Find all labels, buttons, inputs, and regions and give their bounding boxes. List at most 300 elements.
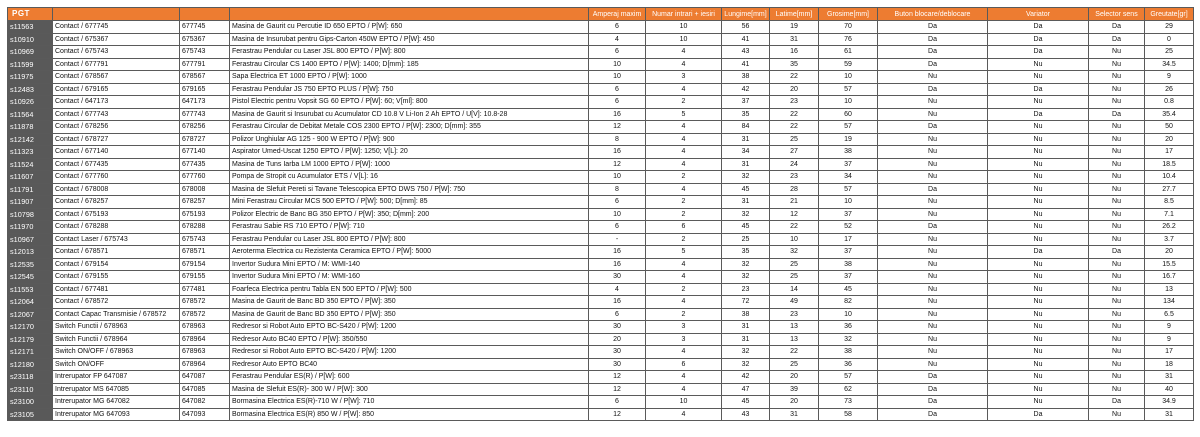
intrari-iesiri-cell: 3 bbox=[646, 71, 722, 84]
code-cell: s11524 bbox=[8, 158, 53, 171]
header-empty-cell bbox=[230, 8, 589, 21]
table-row bbox=[8, 133, 1194, 146]
part-name-cell: Switch Functii / 678963 bbox=[53, 321, 180, 334]
lungime-cell: 72 bbox=[722, 296, 770, 309]
lungime-cell: 31 bbox=[722, 133, 770, 146]
part-name-cell: Contact / 677743 bbox=[53, 108, 180, 121]
variator-cell: Nu bbox=[988, 146, 1089, 159]
variator-cell: Nu bbox=[988, 196, 1089, 209]
lungime-cell: 31 bbox=[722, 321, 770, 334]
part-name-cell: Intrerupator MG 647093 bbox=[53, 408, 180, 421]
greutate-cell: 0 bbox=[1145, 33, 1194, 46]
lungime-cell: 35 bbox=[722, 246, 770, 259]
selector-sens-cell: Nu bbox=[1089, 96, 1145, 109]
part-name-cell: Contact / 678567 bbox=[53, 71, 180, 84]
variator-cell: Nu bbox=[988, 396, 1089, 409]
amperaj-cell: 4 bbox=[589, 33, 646, 46]
code-cell: s11791 bbox=[8, 183, 53, 196]
lungime-cell: 43 bbox=[722, 46, 770, 59]
product-description-cell: Sapa Electrica ET 1000 EPTO / P[W]: 1000 bbox=[230, 71, 589, 84]
selector-sens-cell: Da bbox=[1089, 33, 1145, 46]
table-row bbox=[8, 383, 1194, 396]
grosime-cell: 57 bbox=[819, 83, 878, 96]
product-description-cell: Mini Ferastrau Circular MCS 500 EPTO / P[W]: 500; D[mm]: 85 bbox=[230, 196, 589, 209]
product-code-cell: 679165 bbox=[180, 83, 230, 96]
buton-blocare-cell: Da bbox=[878, 83, 988, 96]
product-description-cell: Bormasina Electrica ES(R) 850 W / P[W]: 850 bbox=[230, 408, 589, 421]
intrari-iesiri-cell: 4 bbox=[646, 371, 722, 384]
grosime-cell: 57 bbox=[819, 183, 878, 196]
product-description-cell: Invertor Sudura Mini EPTO / M: WMI-140 bbox=[230, 258, 589, 271]
latime-cell: 39 bbox=[770, 383, 819, 396]
code-cell: s12535 bbox=[8, 258, 53, 271]
table-row bbox=[8, 233, 1194, 246]
header-numar-intrari-iesiri: Numar intrari + iesiri bbox=[646, 8, 722, 21]
product-code-cell: 678572 bbox=[180, 296, 230, 309]
greutate-cell: 25 bbox=[1145, 46, 1194, 59]
table-row bbox=[8, 408, 1194, 421]
product-description-cell: Ferastrau Circular de Debitat Metale COS 2300 EPTO / P[W]: 2300; D[mm]: 355 bbox=[230, 121, 589, 134]
code-cell: s12142 bbox=[8, 133, 53, 146]
variator-cell: Nu bbox=[988, 258, 1089, 271]
greutate-cell: 34.5 bbox=[1145, 58, 1194, 71]
code-cell: s12171 bbox=[8, 346, 53, 359]
part-name-cell: Intrerupator FP 647087 bbox=[53, 371, 180, 384]
selector-sens-cell: Nu bbox=[1089, 346, 1145, 359]
lungime-cell: 56 bbox=[722, 21, 770, 34]
grosime-cell: 36 bbox=[819, 321, 878, 334]
variator-cell: Nu bbox=[988, 58, 1089, 71]
code-cell: s11607 bbox=[8, 171, 53, 184]
header-selector-sens: Selector sens bbox=[1089, 8, 1145, 21]
greutate-cell: 3.7 bbox=[1145, 233, 1194, 246]
selector-sens-cell: Da bbox=[1089, 21, 1145, 34]
part-name-cell: Contact / 678288 bbox=[53, 221, 180, 234]
part-name-cell: Intrerupator MS 647085 bbox=[53, 383, 180, 396]
lungime-cell: 31 bbox=[722, 333, 770, 346]
buton-blocare-cell: Da bbox=[878, 383, 988, 396]
variator-cell: Nu bbox=[988, 171, 1089, 184]
latime-cell: 20 bbox=[770, 83, 819, 96]
table-row bbox=[8, 308, 1194, 321]
buton-blocare-cell: Nu bbox=[878, 308, 988, 321]
product-description-cell: Masina de Tuns Iarba LM 1000 EPTO / P[W]: 1000 bbox=[230, 158, 589, 171]
lungime-cell: 41 bbox=[722, 58, 770, 71]
intrari-iesiri-cell: 4 bbox=[646, 58, 722, 71]
table-row bbox=[8, 221, 1194, 234]
grosime-cell: 38 bbox=[819, 346, 878, 359]
header-latime: Latime[mm] bbox=[770, 8, 819, 21]
product-description-cell: Masina de Gaurit de Banc BD 350 EPTO / P[W]: 350 bbox=[230, 308, 589, 321]
product-code-cell: 647093 bbox=[180, 408, 230, 421]
selector-sens-cell: Nu bbox=[1089, 221, 1145, 234]
products-table bbox=[7, 7, 1194, 421]
grosime-cell: 34 bbox=[819, 171, 878, 184]
part-name-cell: Contact Laser / 675743 bbox=[53, 233, 180, 246]
buton-blocare-cell: Da bbox=[878, 371, 988, 384]
lungime-cell: 25 bbox=[722, 233, 770, 246]
amperaj-cell: 8 bbox=[589, 133, 646, 146]
buton-blocare-cell: Da bbox=[878, 396, 988, 409]
buton-blocare-cell: Da bbox=[878, 408, 988, 421]
selector-sens-cell: Nu bbox=[1089, 233, 1145, 246]
code-cell: s11970 bbox=[8, 221, 53, 234]
product-code-cell: 647173 bbox=[180, 96, 230, 109]
table-row bbox=[8, 146, 1194, 159]
grosime-cell: 19 bbox=[819, 133, 878, 146]
intrari-iesiri-cell: 10 bbox=[646, 21, 722, 34]
part-name-cell: Contact / 677791 bbox=[53, 58, 180, 71]
buton-blocare-cell: Da bbox=[878, 46, 988, 59]
greutate-cell: 18 bbox=[1145, 358, 1194, 371]
variator-cell: Nu bbox=[988, 371, 1089, 384]
buton-blocare-cell: Nu bbox=[878, 346, 988, 359]
product-code-cell: 678964 bbox=[180, 358, 230, 371]
greutate-cell: 40 bbox=[1145, 383, 1194, 396]
header-empty-cell bbox=[180, 8, 230, 21]
table-row bbox=[8, 296, 1194, 309]
table-row bbox=[8, 358, 1194, 371]
amperaj-cell: 6 bbox=[589, 396, 646, 409]
table-row bbox=[8, 83, 1194, 96]
product-description-cell: Redresor Auto BC40 EPTO / P[W]: 350/550 bbox=[230, 333, 589, 346]
header-greutate: Greutate[gr] bbox=[1145, 8, 1194, 21]
selector-sens-cell: Nu bbox=[1089, 171, 1145, 184]
intrari-iesiri-cell: 4 bbox=[646, 271, 722, 284]
table-row bbox=[8, 171, 1194, 184]
selector-sens-cell: Nu bbox=[1089, 58, 1145, 71]
latime-cell: 13 bbox=[770, 321, 819, 334]
grosime-cell: 38 bbox=[819, 146, 878, 159]
product-code-cell: 647087 bbox=[180, 371, 230, 384]
lungime-cell: 38 bbox=[722, 308, 770, 321]
product-description-cell: Masina de Insurubat pentru Gips-Carton 450W EPTO / P[W]: 450 bbox=[230, 33, 589, 46]
amperaj-cell: 16 bbox=[589, 108, 646, 121]
lungime-cell: 47 bbox=[722, 383, 770, 396]
part-name-cell: Contact / 679165 bbox=[53, 83, 180, 96]
code-cell: s10910 bbox=[8, 33, 53, 46]
selector-sens-cell: Nu bbox=[1089, 296, 1145, 309]
product-description-cell: Foarfeca Electrica pentru Tabla EN 500 EPTO / P[W]: 500 bbox=[230, 283, 589, 296]
variator-cell: Nu bbox=[988, 158, 1089, 171]
variator-cell: Nu bbox=[988, 346, 1089, 359]
variator-cell: Nu bbox=[988, 221, 1089, 234]
grosime-cell: 60 bbox=[819, 108, 878, 121]
grosime-cell: 10 bbox=[819, 71, 878, 84]
buton-blocare-cell: Nu bbox=[878, 108, 988, 121]
grosime-cell: 37 bbox=[819, 208, 878, 221]
variator-cell: Nu bbox=[988, 383, 1089, 396]
variator-cell: Nu bbox=[988, 121, 1089, 134]
buton-blocare-cell: Da bbox=[878, 183, 988, 196]
amperaj-cell: 12 bbox=[589, 158, 646, 171]
part-name-cell: Contact / 678008 bbox=[53, 183, 180, 196]
latime-cell: 13 bbox=[770, 333, 819, 346]
header-amperaj-maxim: Amperaj maxim bbox=[589, 8, 646, 21]
amperaj-cell: 12 bbox=[589, 383, 646, 396]
part-name-cell: Contact / 678727 bbox=[53, 133, 180, 146]
variator-cell: Da bbox=[988, 83, 1089, 96]
part-name-cell: Contact / 677745 bbox=[53, 21, 180, 34]
product-description-cell: Pompa de Stropit cu Acumulator ETS / V[L]: 16 bbox=[230, 171, 589, 184]
buton-blocare-cell: Da bbox=[878, 21, 988, 34]
product-description-cell: Polizor Electric de Banc BG 350 EPTO / P[W]: 350; D[mm]: 200 bbox=[230, 208, 589, 221]
latime-cell: 27 bbox=[770, 146, 819, 159]
buton-blocare-cell: Nu bbox=[878, 196, 988, 209]
amperaj-cell: 4 bbox=[589, 283, 646, 296]
greutate-cell: 7.1 bbox=[1145, 208, 1194, 221]
latime-cell: 22 bbox=[770, 108, 819, 121]
amperaj-cell: 6 bbox=[589, 96, 646, 109]
latime-cell: 20 bbox=[770, 396, 819, 409]
lungime-cell: 31 bbox=[722, 158, 770, 171]
lungime-cell: 32 bbox=[722, 208, 770, 221]
intrari-iesiri-cell: 2 bbox=[646, 196, 722, 209]
selector-sens-cell: Nu bbox=[1089, 271, 1145, 284]
variator-cell: Nu bbox=[988, 233, 1089, 246]
buton-blocare-cell: Nu bbox=[878, 358, 988, 371]
amperaj-cell: 30 bbox=[589, 271, 646, 284]
amperaj-cell: 10 bbox=[589, 171, 646, 184]
table-row bbox=[8, 71, 1194, 84]
latime-cell: 32 bbox=[770, 246, 819, 259]
intrari-iesiri-cell: 3 bbox=[646, 321, 722, 334]
greutate-cell: 50 bbox=[1145, 121, 1194, 134]
grosime-cell: 52 bbox=[819, 221, 878, 234]
code-cell: s23100 bbox=[8, 396, 53, 409]
grosime-cell: 61 bbox=[819, 46, 878, 59]
product-description-cell: Ferastrau Pendular cu Laser JSL 800 EPTO / P[W]: 800 bbox=[230, 233, 589, 246]
table-row bbox=[8, 196, 1194, 209]
intrari-iesiri-cell: 2 bbox=[646, 233, 722, 246]
amperaj-cell: 6 bbox=[589, 308, 646, 321]
product-code-cell: 679155 bbox=[180, 271, 230, 284]
code-cell: s23118 bbox=[8, 371, 53, 384]
latime-cell: 28 bbox=[770, 183, 819, 196]
greutate-cell: 17 bbox=[1145, 346, 1194, 359]
product-code-cell: 675743 bbox=[180, 46, 230, 59]
code-cell: s12545 bbox=[8, 271, 53, 284]
selector-sens-cell: Nu bbox=[1089, 83, 1145, 96]
intrari-iesiri-cell: 3 bbox=[646, 333, 722, 346]
grosime-cell: 36 bbox=[819, 358, 878, 371]
part-name-cell: Contact / 675743 bbox=[53, 46, 180, 59]
part-name-cell: Switch ON/OFF / 678963 bbox=[53, 346, 180, 359]
lungime-cell: 32 bbox=[722, 358, 770, 371]
grosime-cell: 57 bbox=[819, 371, 878, 384]
variator-cell: Da bbox=[988, 21, 1089, 34]
part-name-cell: Contact / 678572 bbox=[53, 296, 180, 309]
greutate-cell: 27.7 bbox=[1145, 183, 1194, 196]
product-description-cell: Invertor Sudura Mini EPTO / M: WMI-160 bbox=[230, 271, 589, 284]
product-code-cell: 678567 bbox=[180, 71, 230, 84]
selector-sens-cell: Nu bbox=[1089, 333, 1145, 346]
part-name-cell: Contact / 677760 bbox=[53, 171, 180, 184]
code-cell: s12179 bbox=[8, 333, 53, 346]
latime-cell: 10 bbox=[770, 233, 819, 246]
grosime-cell: 37 bbox=[819, 158, 878, 171]
selector-sens-cell: Nu bbox=[1089, 183, 1145, 196]
products-sheet bbox=[7, 7, 1194, 421]
amperaj-cell: 30 bbox=[589, 358, 646, 371]
lungime-cell: 41 bbox=[722, 33, 770, 46]
buton-blocare-cell: Nu bbox=[878, 283, 988, 296]
lungime-cell: 45 bbox=[722, 396, 770, 409]
buton-blocare-cell: Nu bbox=[878, 158, 988, 171]
product-description-cell: Pistol Electric pentru Vopsit SG 60 EPTO / P[W]: 60; V[ml]: 800 bbox=[230, 96, 589, 109]
variator-cell: Da bbox=[988, 46, 1089, 59]
intrari-iesiri-cell: 6 bbox=[646, 358, 722, 371]
greutate-cell: 134 bbox=[1145, 296, 1194, 309]
amperaj-cell: 6 bbox=[589, 21, 646, 34]
intrari-iesiri-cell: 2 bbox=[646, 96, 722, 109]
greutate-cell: 13 bbox=[1145, 283, 1194, 296]
code-cell: s11564 bbox=[8, 108, 53, 121]
table-row bbox=[8, 158, 1194, 171]
greutate-cell: 9 bbox=[1145, 321, 1194, 334]
variator-cell: Nu bbox=[988, 358, 1089, 371]
greutate-cell: 31 bbox=[1145, 408, 1194, 421]
intrari-iesiri-cell: 4 bbox=[646, 296, 722, 309]
latime-cell: 22 bbox=[770, 346, 819, 359]
product-code-cell: 677481 bbox=[180, 283, 230, 296]
grosime-cell: 38 bbox=[819, 258, 878, 271]
product-code-cell: 678008 bbox=[180, 183, 230, 196]
code-cell: s11878 bbox=[8, 121, 53, 134]
latime-cell: 25 bbox=[770, 258, 819, 271]
intrari-iesiri-cell: 4 bbox=[646, 383, 722, 396]
amperaj-cell: 8 bbox=[589, 183, 646, 196]
product-description-cell: Ferastrau Pendular ES(R) / P[W]: 600 bbox=[230, 371, 589, 384]
code-cell: s23110 bbox=[8, 383, 53, 396]
greutate-cell: 16.7 bbox=[1145, 271, 1194, 284]
selector-sens-cell: Nu bbox=[1089, 146, 1145, 159]
code-cell: s12180 bbox=[8, 358, 53, 371]
product-description-cell: Ferastrau Pendular cu Laser JSL 800 EPTO / P[W]: 800 bbox=[230, 46, 589, 59]
product-description-cell: Redresor si Robot Auto EPTO BC-S420 / P[W]: 1200 bbox=[230, 346, 589, 359]
product-description-cell: Masina de Slefuit ES(R)- 300 W / P[W]: 300 bbox=[230, 383, 589, 396]
header-variator: Variator bbox=[988, 8, 1089, 21]
intrari-iesiri-cell: 5 bbox=[646, 108, 722, 121]
grosime-cell: 32 bbox=[819, 333, 878, 346]
lungime-cell: 45 bbox=[722, 183, 770, 196]
product-code-cell: 677791 bbox=[180, 58, 230, 71]
product-code-cell: 677745 bbox=[180, 21, 230, 34]
product-code-cell: 678571 bbox=[180, 246, 230, 259]
grosime-cell: 59 bbox=[819, 58, 878, 71]
product-description-cell: Masina de Gaurit de Banc BD 350 EPTO / P[W]: 350 bbox=[230, 296, 589, 309]
product-code-cell: 678288 bbox=[180, 221, 230, 234]
selector-sens-cell: Nu bbox=[1089, 208, 1145, 221]
amperaj-cell: 30 bbox=[589, 346, 646, 359]
variator-cell: Nu bbox=[988, 208, 1089, 221]
lungime-cell: 32 bbox=[722, 346, 770, 359]
selector-sens-cell: Da bbox=[1089, 108, 1145, 121]
latime-cell: 12 bbox=[770, 208, 819, 221]
amperaj-cell: 6 bbox=[589, 221, 646, 234]
greutate-cell: 20 bbox=[1145, 133, 1194, 146]
latime-cell: 24 bbox=[770, 158, 819, 171]
variator-cell: Nu bbox=[988, 283, 1089, 296]
part-name-cell: Contact / 647173 bbox=[53, 96, 180, 109]
part-name-cell: Contact / 677435 bbox=[53, 158, 180, 171]
amperaj-cell: 12 bbox=[589, 408, 646, 421]
grosime-cell: 62 bbox=[819, 383, 878, 396]
buton-blocare-cell: Da bbox=[878, 121, 988, 134]
product-description-cell: Ferastrau Sabie RS 710 EPTO / P[W]: 710 bbox=[230, 221, 589, 234]
code-cell: s11975 bbox=[8, 71, 53, 84]
lungime-cell: 38 bbox=[722, 71, 770, 84]
selector-sens-cell: Nu bbox=[1089, 383, 1145, 396]
greutate-cell: 15.5 bbox=[1145, 258, 1194, 271]
intrari-iesiri-cell: 10 bbox=[646, 33, 722, 46]
variator-cell: Da bbox=[988, 33, 1089, 46]
selector-sens-cell: Nu bbox=[1089, 371, 1145, 384]
product-description-cell: Ferastrau Circular CS 1400 EPTO / P[W]: 1400; D[mm]: 185 bbox=[230, 58, 589, 71]
buton-blocare-cell: Da bbox=[878, 33, 988, 46]
amperaj-cell: 16 bbox=[589, 296, 646, 309]
product-code-cell: 675367 bbox=[180, 33, 230, 46]
buton-blocare-cell: Da bbox=[878, 221, 988, 234]
grosime-cell: 10 bbox=[819, 96, 878, 109]
variator-cell: Da bbox=[988, 408, 1089, 421]
amperaj-cell: - bbox=[589, 233, 646, 246]
lungime-cell: 42 bbox=[722, 83, 770, 96]
table-row bbox=[8, 108, 1194, 121]
grosime-cell: 70 bbox=[819, 21, 878, 34]
product-code-cell: 677435 bbox=[180, 158, 230, 171]
product-description-cell: Aspirator Umed-Uscat 1250 EPTO / P[W]: 1250; V[L]: 20 bbox=[230, 146, 589, 159]
code-cell: s10967 bbox=[8, 233, 53, 246]
table-header bbox=[8, 8, 1194, 21]
part-name-cell: Contact / 679154 bbox=[53, 258, 180, 271]
latime-cell: 35 bbox=[770, 58, 819, 71]
table-body bbox=[8, 21, 1194, 421]
variator-cell: Nu bbox=[988, 321, 1089, 334]
lungime-cell: 23 bbox=[722, 283, 770, 296]
product-code-cell: 679154 bbox=[180, 258, 230, 271]
intrari-iesiri-cell: 4 bbox=[646, 158, 722, 171]
latime-cell: 25 bbox=[770, 271, 819, 284]
amperaj-cell: 16 bbox=[589, 146, 646, 159]
part-name-cell: Contact / 677140 bbox=[53, 146, 180, 159]
code-cell: s12064 bbox=[8, 296, 53, 309]
intrari-iesiri-cell: 10 bbox=[646, 396, 722, 409]
table-row bbox=[8, 258, 1194, 271]
variator-cell: Nu bbox=[988, 183, 1089, 196]
part-name-cell: Contact / 678571 bbox=[53, 246, 180, 259]
part-name-cell: Contact Capac Transmisie / 678572 bbox=[53, 308, 180, 321]
table-row bbox=[8, 33, 1194, 46]
greutate-cell: 17 bbox=[1145, 146, 1194, 159]
latime-cell: 23 bbox=[770, 171, 819, 184]
amperaj-cell: 10 bbox=[589, 208, 646, 221]
grosime-cell: 37 bbox=[819, 271, 878, 284]
table-row bbox=[8, 346, 1194, 359]
lungime-cell: 43 bbox=[722, 408, 770, 421]
lungime-cell: 32 bbox=[722, 258, 770, 271]
amperaj-cell: 30 bbox=[589, 321, 646, 334]
header-grosime: Grosime[mm] bbox=[819, 8, 878, 21]
buton-blocare-cell: Nu bbox=[878, 271, 988, 284]
latime-cell: 16 bbox=[770, 46, 819, 59]
lungime-cell: 42 bbox=[722, 371, 770, 384]
selector-sens-cell: Nu bbox=[1089, 196, 1145, 209]
intrari-iesiri-cell: 4 bbox=[646, 258, 722, 271]
grosime-cell: 76 bbox=[819, 33, 878, 46]
greutate-cell: 26.2 bbox=[1145, 221, 1194, 234]
intrari-iesiri-cell: 4 bbox=[646, 121, 722, 134]
